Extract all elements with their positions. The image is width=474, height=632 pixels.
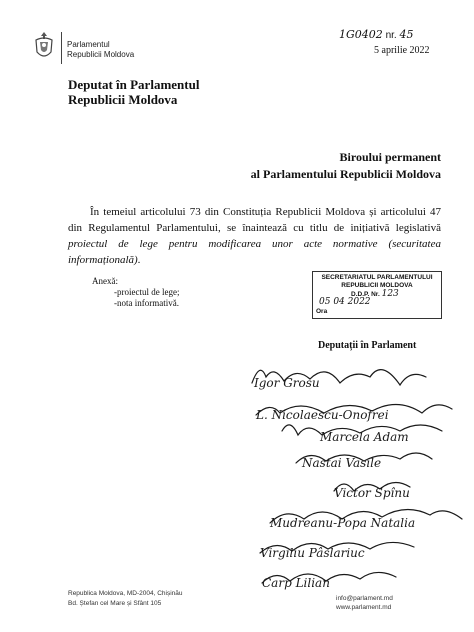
signature-name: Marcela Adam	[320, 430, 409, 444]
stamp-ddp-label: D.D.P. Nr.	[351, 291, 380, 298]
annex-label: Anexă:	[92, 276, 118, 286]
stamp-ora: Ora	[316, 308, 328, 315]
document-date: 5 aprilie 2022	[374, 45, 430, 56]
body-part3: .	[137, 254, 141, 266]
letterhead-name	[67, 40, 134, 60]
signature-name: Virgiliu Pâslariuc	[260, 546, 365, 560]
signature-name: Victor Spînu	[334, 486, 410, 500]
footer-contact	[336, 594, 393, 612]
reference-number	[339, 28, 413, 41]
handwritten-signatures	[230, 355, 470, 605]
addressee	[251, 149, 441, 183]
addressee-line2: al Parlamentului Republicii Moldova	[250, 167, 441, 181]
stamp-line2: REPUBLICII MOLDOVA	[341, 282, 413, 289]
letterhead-line1: Parlamentul	[67, 40, 110, 49]
signatures-heading: Deputații în Parlament	[318, 340, 417, 351]
coat-of-arms-icon	[34, 30, 54, 62]
footer-address	[68, 589, 183, 609]
signature-name: Igor Grosu	[254, 376, 320, 390]
stamp-line1: SECRETARIATUL PARLAMENTULUI	[321, 274, 433, 281]
body-part2: proiectul de lege pentru modificarea unor acte normative (securitatea informațională)	[68, 238, 441, 266]
letterhead-divider	[61, 32, 62, 64]
stamp-date: 05 04 2022	[319, 297, 371, 307]
reference-nr-value: 45	[399, 28, 414, 41]
signature-name: L. Nicolaescu-Onofrei	[256, 408, 389, 422]
body-part1: În temeiul articolului 73 din Constituția Republicii Moldova și articolului 47 din Regulamentul Parlamentului, se înaintează cu titlu de inițiativă legislativă	[68, 206, 441, 234]
body-paragraph	[68, 204, 441, 268]
reference-nr-label: nr.	[385, 30, 397, 41]
annex-item: -nota informativă.	[114, 298, 179, 308]
footer-address-line1: Republica Moldova, MD-2004, Chișinău	[68, 590, 183, 597]
footer-web-link[interactable]: www.parlament.md	[336, 604, 392, 611]
registration-stamp	[312, 271, 442, 319]
letterhead-line2: Republicii Moldova	[67, 50, 135, 59]
annex-item: -proiectul de lege;	[114, 287, 180, 297]
annex-list	[114, 287, 179, 309]
stamp-ddp-value: 123	[381, 289, 399, 299]
reference-handwritten: 1G0402	[339, 28, 383, 41]
footer-email-link[interactable]: info@parlament.md	[336, 595, 393, 602]
signature-name: Mudreanu-Popa Natalia	[270, 516, 416, 530]
footer-address-line2: Bd. Ștefan cel Mare și Sfânt 105	[68, 600, 162, 607]
signature-name: Nastai Vasile	[302, 456, 382, 470]
sender-title	[68, 77, 199, 107]
sender-line2: Republicii Moldova	[68, 92, 178, 107]
signature-name: Carp Lilian	[262, 576, 330, 590]
addressee-line1: Biroului permanent	[339, 150, 441, 164]
sender-line1: Deputat în Parlamentul	[68, 77, 200, 92]
